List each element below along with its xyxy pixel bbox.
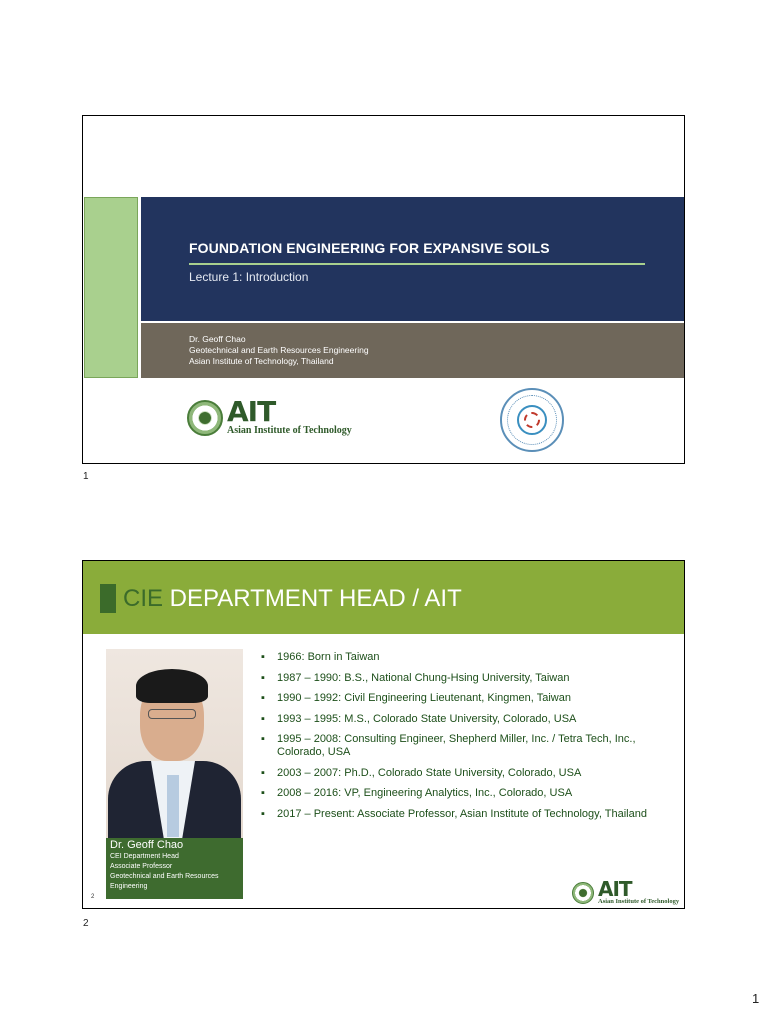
ait-logo-acronym: AIT	[598, 877, 632, 901]
portrait-photo	[106, 649, 243, 838]
list-item: ▪ 2008 – 2016: VP, Engineering Analytics, Inc., Colorado, USA	[261, 787, 681, 800]
page-number: 1	[752, 991, 760, 1006]
slide-number-1: 1	[83, 471, 89, 482]
list-item: ▪ 1990 – 1992: Civil Engineering Lieutenant, Kingmen, Taiwan	[261, 692, 681, 705]
list-item: ▪ 2017 – Present: Associate Professor, Asian Institute of Technology, Thailand	[261, 808, 681, 821]
ait-logo-name: Asian Institute of Technology	[227, 425, 352, 436]
title-accent: CIE	[123, 585, 164, 612]
biography-list	[261, 651, 681, 828]
author-panel	[141, 323, 685, 378]
partner-emblem-icon	[500, 388, 564, 452]
title-panel	[141, 197, 685, 321]
caption-name: Dr. Geoff Chao	[110, 839, 184, 851]
slide-1-subtitle: Lecture 1: Introduction	[189, 270, 309, 284]
slide-2-header-band	[83, 561, 685, 634]
ait-seal-icon	[187, 400, 223, 436]
slide-2	[82, 560, 685, 909]
header-marker	[100, 584, 116, 613]
list-item: ▪ 1966: Born in Taiwan	[261, 651, 681, 664]
ait-logo-acronym: AIT	[227, 395, 276, 428]
title-rest: DEPARTMENT HEAD / AIT	[163, 585, 462, 612]
ait-logo	[187, 395, 352, 436]
portrait-caption	[106, 838, 243, 899]
caption-line: CEI Department Head	[110, 853, 179, 860]
ait-seal-icon	[572, 882, 594, 904]
author-block	[189, 334, 369, 367]
slide-inner-number: 2	[91, 894, 95, 900]
slide-1-title: FOUNDATION ENGINEERING FOR EXPANSIVE SOILS	[189, 240, 550, 256]
green-accent-block	[84, 197, 138, 378]
list-item: ▪ 2003 – 2007: Ph.D., Colorado State University, Colorado, USA	[261, 767, 681, 780]
caption-line: Associate Professor	[110, 863, 173, 870]
author-name: Dr. Geoff Chao	[189, 334, 246, 344]
list-item: ▪ 1995 – 2008: Consulting Engineer, Shepherd Miller, Inc. / Tetra Tech, Inc., Colorado, USA	[261, 733, 681, 759]
ait-logo	[572, 877, 680, 905]
slide-1	[82, 115, 685, 464]
title-underline	[189, 263, 645, 265]
list-item: ▪ 1993 – 1995: M.S., Colorado State University, Colorado, USA	[261, 713, 681, 726]
author-institution: Asian Institute of Technology, Thailand	[189, 356, 334, 366]
slide-number-2: 2	[83, 918, 89, 929]
slide-2-title	[123, 585, 462, 613]
list-item: ▪ 1987 – 1990: B.S., National Chung-Hsing University, Taiwan	[261, 672, 681, 685]
caption-line: Geotechnical and Earth Resources Engineering	[110, 873, 219, 890]
ait-logo-name: Asian Institute of Technology	[598, 898, 680, 905]
author-department: Geotechnical and Earth Resources Engineering	[189, 345, 369, 355]
